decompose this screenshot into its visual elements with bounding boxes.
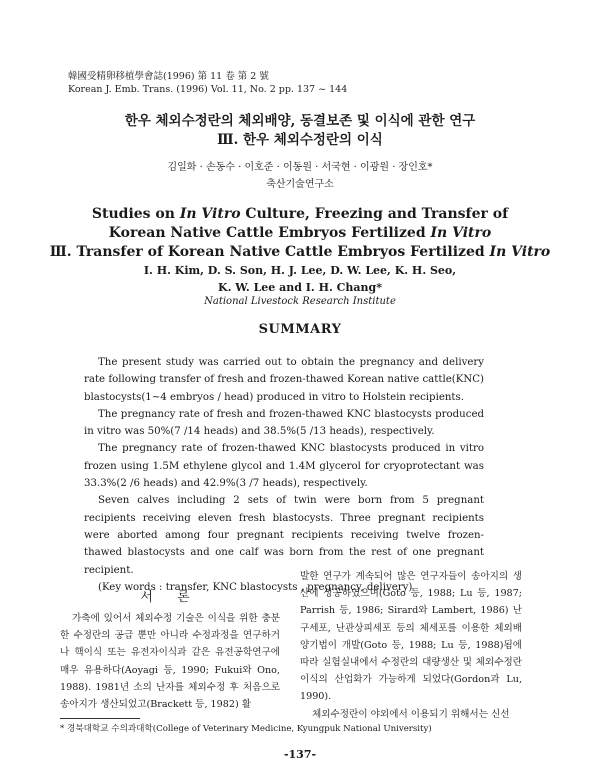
korean-affiliation: 축산기술연구소 [266, 179, 334, 190]
korean-authors: 김일화 · 손동수 · 이호준 · 이동원 · 서국현 · 이광원 · 장인호* [167, 162, 433, 173]
korean-title-line-2: Ⅲ. 한우 체외수정란의 이식 [217, 132, 383, 148]
english-affiliation: National Livestock Research Institute [204, 296, 396, 307]
intro-paragraph-right-1: 발한 연구가 계속되어 많은 연구자들이 송아지의 생산에 성공하였으며(Goto 등, 1988; Lu 등, 1987; Parrish 등, 1986; Sirard와 Lambert, 1986) 난구세포, 난관상피세포 등의 체세포를 이용한 체외배양기법이 개발(Goto 등, 1988; Lu 등, 1988)됨에 따라 실험실내에서 수정란의 대량생산 및 체외수정란 이식의 산업화가 가능하게 되었다(Gordon과 Lu, 1990). [300, 571, 522, 703]
affiliation-footnote: * 경북대학교 수의과대학(College of Veterinary Medicine, Kyungpuk National University) [60, 724, 432, 734]
intro-paragraph-left: 가축에 있어서 체외수정 기술은 이식을 위한 충분한 수정란의 공급 뿐만 아니라 수정과정을 연구하거나 핵이식 또는 유전자이식과 같은 유전공학연구에 매우 유용하다(Aoyagi 등, 1990; Fukui와 Ono, 1988). 1981년 소의 난자를 체외수정 후 처음으로 송아지가 생산되었고(Brackett 등, 1982) 활 [60, 613, 280, 711]
english-authors-line-1: I. H. Kim, D. S. Son, H. J. Lee, D. W. Lee, K. H. Seo, [143, 264, 457, 277]
summary-heading: SUMMARY [258, 322, 342, 337]
body-column-right [300, 568, 522, 723]
english-title-line-1: Studies on In Vitro Culture, Freezing and Transfer of [91, 206, 509, 222]
abstract-paragraph-4: Seven calves including 2 sets of twin were born from 5 pregnant recipients receiving eleven fresh blastocysts. Three pregnant recipients were aborted among four pregnant recipients receiving twelve frozen-thawed blastocysts and one calf was born from the rest of one pregnant recipient. [84, 495, 484, 576]
footnote-rule [60, 718, 140, 719]
korean-title-line-1: 한우 체외수정란의 체외배양, 동결보존 및 이식에 관한 연구 [124, 113, 476, 129]
english-title-line-3: Ⅲ. Transfer of Korean Native Cattle Embryos Fertilized In Vitro [49, 244, 551, 260]
english-title-line-2: Korean Native Cattle Embryos Fertilized In Vitro [108, 225, 492, 241]
page-number: -137- [283, 748, 317, 761]
journal-header [68, 70, 347, 96]
journal-line-korean: 韓國受精卵移植學會誌(1996) 第 11 卷 第 2 號 [68, 71, 269, 82]
keywords: (Key words : transfer, KNC blastocysts , pregnancy, delivery) [98, 581, 413, 593]
introduction-heading: 서 론 [140, 590, 200, 605]
abstract [84, 354, 484, 596]
english-authors-line-2: K. W. Lee and I. H. Chang* [218, 281, 382, 294]
intro-paragraph-right-2: 체외수정란이 야외에서 이용되기 위해서는 신선 [312, 708, 510, 720]
body-column-left [60, 610, 280, 713]
abstract-paragraph-2: The pregnancy rate of fresh and frozen-thawed KNC blastocysts produced in vitro was 50%(7 /14 heads) and 38.5%(5 /13 heads), respectively. [84, 408, 484, 438]
abstract-paragraph-3: The pregnancy rate of frozen-thawed KNC blastocysts produced in vitro frozen using 1.5M ethylene glycol and 1.4M glycerol for cryoprotectant was 33.3%(2 /6 heads) and 42.9%(3 /7 heads), respectively. [84, 443, 484, 490]
journal-line-english: Korean J. Emb. Trans. (1996) Vol. 11, No. 2 pp. 137 ~ 144 [68, 84, 348, 95]
abstract-paragraph-1: The present study was carried out to obtain the pregnancy and delivery rate following transfer of fresh and frozen-thawed Korean native cattle(KNC) blastocysts(1~4 embryos / head) produced in vitro to Holstein recipients. [84, 357, 484, 403]
